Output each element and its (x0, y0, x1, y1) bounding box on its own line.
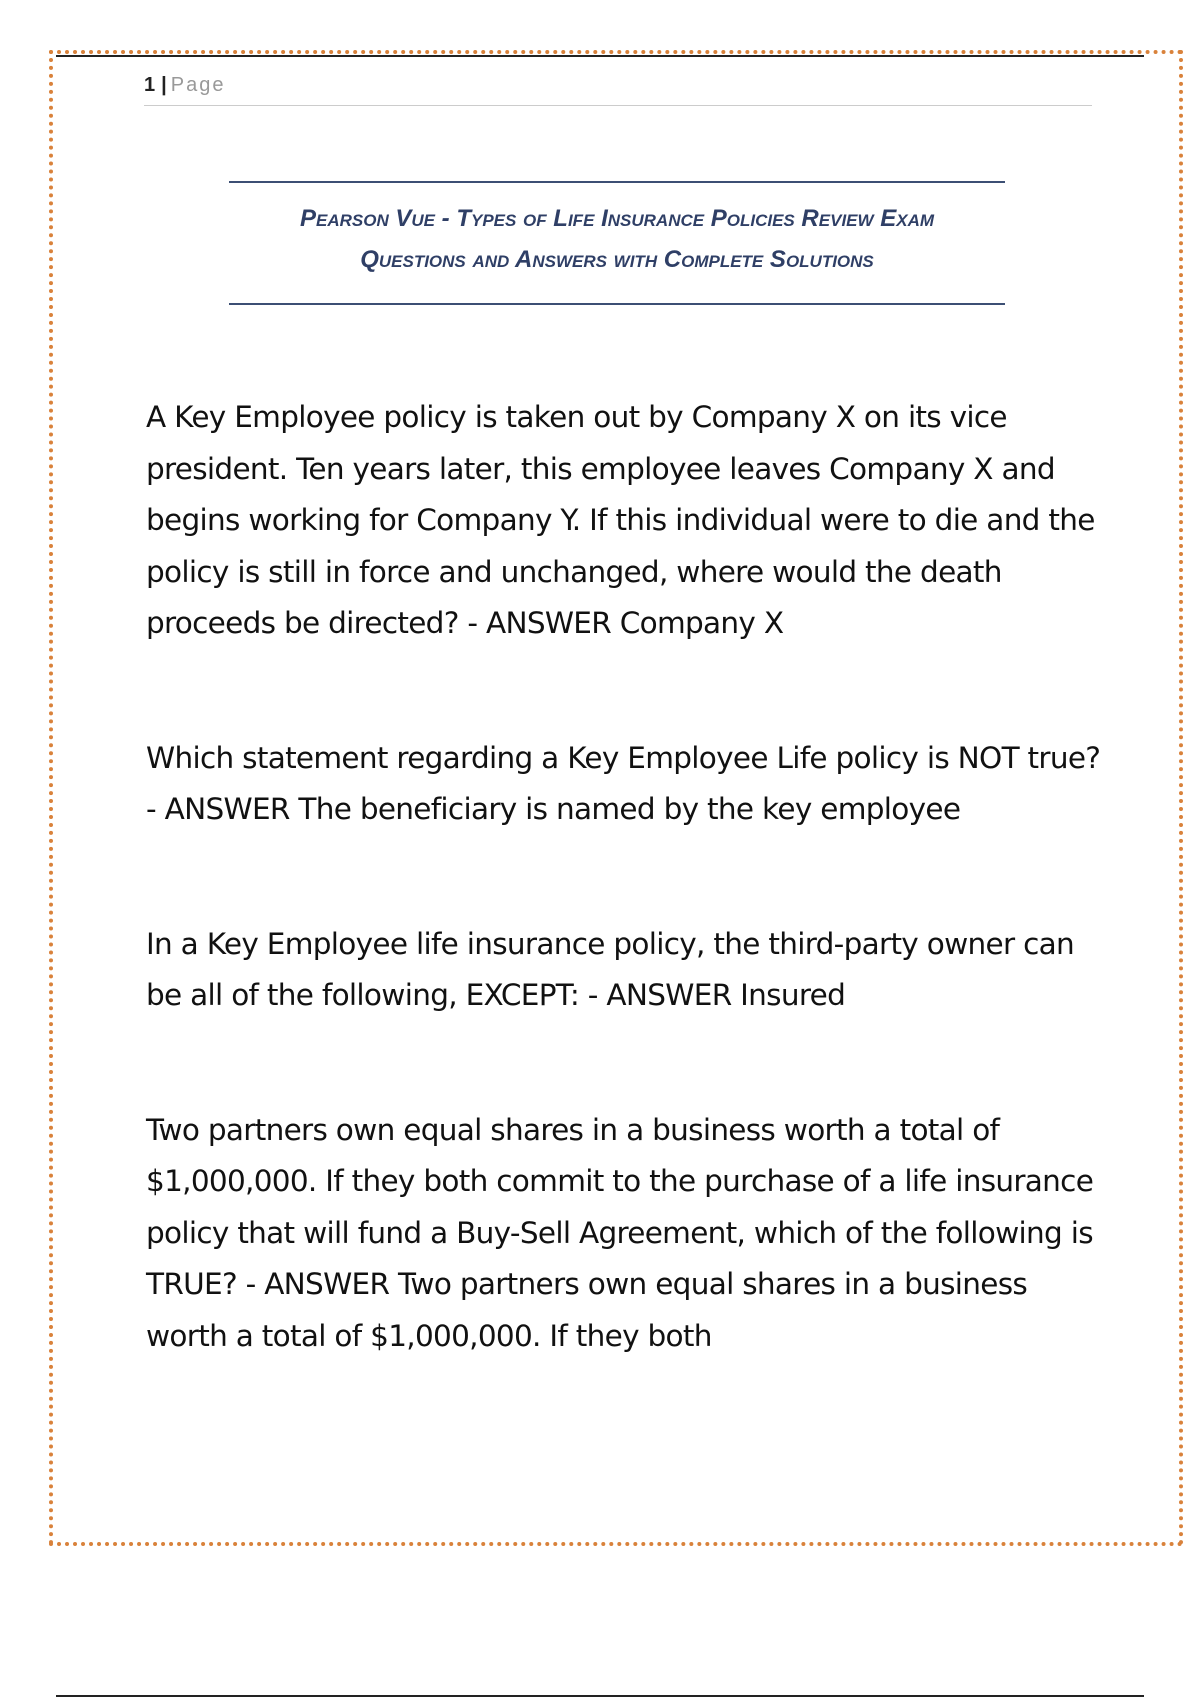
page-number-header (144, 74, 225, 97)
footer-rule (56, 1695, 1144, 1697)
qa-item: Which statement regarding a Key Employee Life policy is NOT true? - ANSWER The beneficiary is named by the key employee (146, 740, 1101, 826)
page-label: Page (170, 74, 226, 96)
page-number: 1 (144, 74, 156, 96)
title-line-2: Questions and Answers with Complete Solutions (360, 246, 874, 273)
qa-list (146, 392, 1106, 1445)
qa-item: A Key Employee policy is taken out by Company X on its vice president. Ten years later, this employee leaves Company X and begins working for Company Y. If this individual were to die and the policy is still in force and unchanged, where would the death proceeds be directed? - ANSWER Company X (146, 400, 1095, 640)
title-rule-top (229, 181, 1005, 183)
qa-item: Two partners own equal shares in a business worth a total of $1,000,000. If they both commit to the purchase of a life insurance policy that will fund a Buy-Sell Agreement, which of the following is TRUE? - ANSWER Two partners own equal shares in a business worth a total of $1,000,000. If they both (146, 1112, 1094, 1353)
title-rule-bottom (229, 303, 1005, 305)
title-line-1: Pearson Vue - Types of Life Insurance Policies Review Exam (299, 205, 935, 232)
page-number-separator: | (161, 74, 167, 96)
qa-item: In a Key Employee life insurance policy, the third-party owner can be all of the following, EXCEPT: - ANSWER Insured (146, 926, 1074, 1012)
document-title (229, 198, 1005, 280)
header-rule (144, 105, 1092, 106)
